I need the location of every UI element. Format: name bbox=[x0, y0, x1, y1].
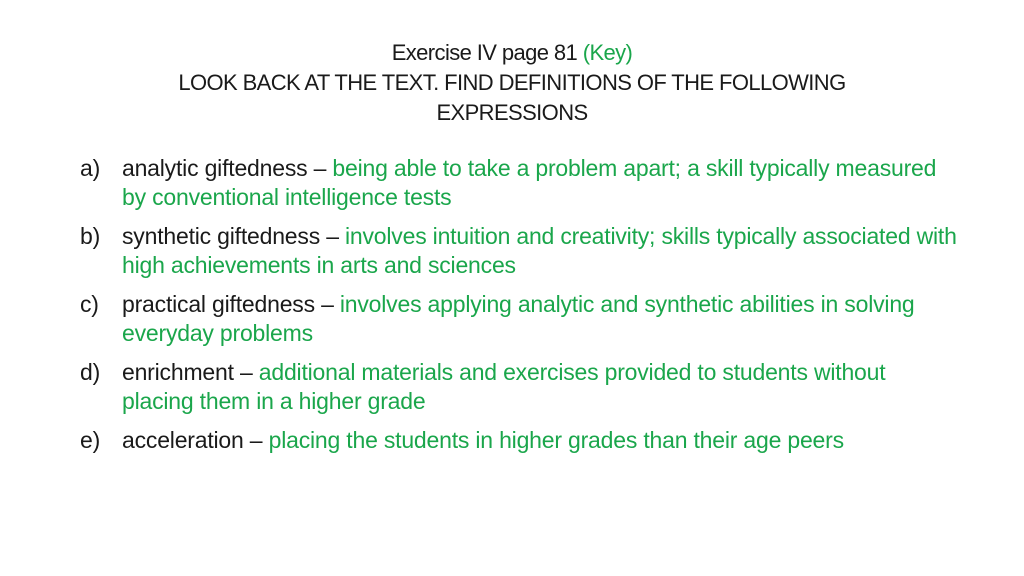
item-marker: b) bbox=[80, 223, 101, 249]
item-term: practical giftedness – bbox=[122, 291, 334, 317]
item-term: analytic giftedness – bbox=[122, 155, 327, 181]
slide-title bbox=[0, 38, 1024, 128]
title-exercise: Exercise IV page 81 bbox=[391, 40, 578, 65]
title-line-1 bbox=[0, 38, 1024, 68]
title-key-label: (Key) bbox=[582, 40, 633, 65]
item-term: enrichment – bbox=[122, 359, 253, 385]
title-line-2: LOOK BACK AT THE TEXT. FIND DEFINITIONS OF THE FOLLOWING bbox=[178, 70, 846, 95]
item-content bbox=[122, 290, 960, 348]
item-definition: being able to take a problem apart; a skill typically measured by conventional intelligence tests bbox=[122, 155, 937, 210]
item-term: acceleration – bbox=[122, 427, 263, 453]
item-definition: placing the students in higher grades than their age peers bbox=[268, 427, 844, 453]
item-content bbox=[122, 222, 960, 280]
list-item bbox=[80, 358, 960, 416]
list-item bbox=[80, 290, 960, 348]
list-item bbox=[80, 222, 960, 280]
list-item bbox=[80, 426, 960, 455]
item-definition: additional materials and exercises provided to students without placing them in a higher grade bbox=[122, 359, 886, 414]
item-content bbox=[122, 426, 960, 455]
item-definition: involves applying analytic and synthetic abilities in solving everyday problems bbox=[122, 291, 915, 346]
item-definition: involves intuition and creativity; skills typically associated with high achievements in arts and sciences bbox=[122, 223, 957, 278]
title-line-3: EXPRESSIONS bbox=[436, 100, 588, 125]
item-term: synthetic giftedness – bbox=[122, 223, 339, 249]
item-content bbox=[122, 358, 960, 416]
list-item bbox=[80, 154, 960, 212]
item-marker: c) bbox=[80, 291, 99, 317]
item-marker: d) bbox=[80, 359, 101, 385]
item-content bbox=[122, 154, 960, 212]
item-marker: e) bbox=[80, 427, 101, 453]
definition-list bbox=[80, 154, 960, 465]
item-marker: a) bbox=[80, 155, 101, 181]
